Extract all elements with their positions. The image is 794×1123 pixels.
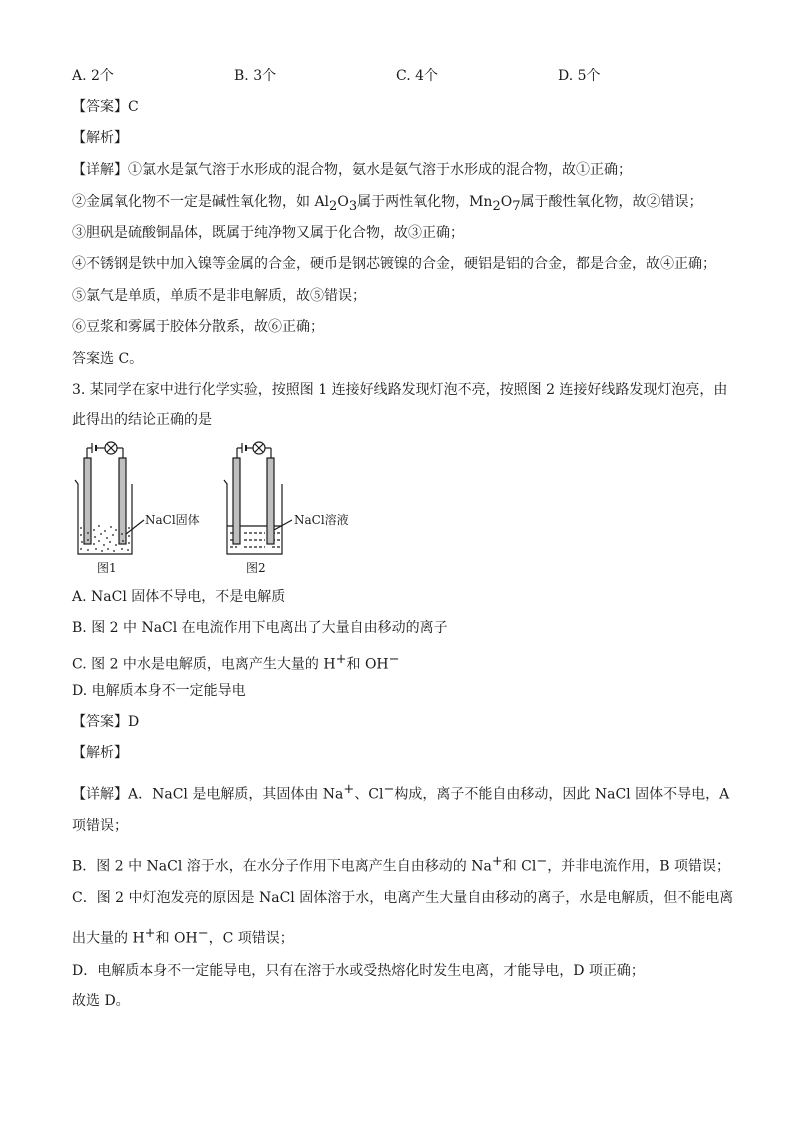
option-b: B. 3个: [234, 68, 277, 84]
text: C. 图 2 中水是电解质，电离产生大量的 H: [72, 656, 336, 673]
detail-line-4: ④不锈钢是铁中加入镍等金属的合金，硬币是钢芯镀镍的合金，硬铝是铝的合金，都是合金，故④正确；: [72, 256, 716, 272]
conclusion: 答案选 C。: [72, 351, 144, 367]
superscript: −: [383, 782, 395, 797]
detail-line-2: [72, 192, 703, 217]
text: ②金属氧化物不一定是碱性氧化物，如 Al: [72, 194, 330, 210]
choice-a: A. NaCl 固体不导电，不是电解质: [72, 589, 286, 605]
text: 属于两性氧化物，Mn: [357, 194, 493, 210]
text: ，并非电流作用，B 项错误；: [547, 858, 731, 875]
text: 和 Cl: [502, 858, 537, 875]
detail-line-1: [72, 160, 632, 180]
circuit-figure: [66, 434, 366, 578]
superscript: +: [335, 652, 347, 667]
detail-d: D．电解质本身不一定能导电，只有在溶于水或受热熔化时发生电离，才能导电，D 项正确；: [72, 963, 645, 979]
detail-c-line-1: C．图 2 中灯泡发亮的原因是 NaCl 固体溶于水，电离产生大量自由移动的离子，水是电解质，但不能电离: [72, 890, 734, 906]
fig2-label: NaCl溶液: [294, 513, 349, 527]
fig1-label: NaCl固体: [145, 513, 200, 527]
detail-tag: 【详解】: [72, 162, 128, 178]
text: 和 OH: [155, 930, 198, 947]
detail-line-6: ⑥豆浆和雾属于胶体分散系，故⑥正确；: [72, 319, 324, 335]
option-d: D. 5个: [558, 68, 601, 84]
detail-line-5: ⑤氯气是单质，单质不是非电解质，故⑤错误；: [72, 288, 366, 304]
subscript: 2: [329, 198, 338, 214]
text: O: [337, 194, 349, 210]
detail-line-3: ③胆矾是硫酸铜晶体，既属于纯净物又属于化合物，故③正确；: [72, 225, 464, 241]
answer-tag: 【答案】C: [72, 99, 139, 115]
circuit-diagram: [66, 434, 366, 578]
fig1-caption: 图1: [97, 561, 117, 575]
detail-text: ①氯水是氯气溶于水形成的混合物，氨水是氨气溶于水形成的混合物，故①正确；: [128, 162, 632, 178]
answer-tag: 【答案】D: [72, 714, 140, 730]
text: ，C 项错误；: [208, 930, 294, 947]
detail-b: [72, 852, 730, 877]
superscript: +: [144, 926, 156, 941]
analysis-tag: 【解析】: [72, 130, 128, 146]
subscript: 3: [348, 198, 358, 214]
detail-a-line-2: 项错误；: [72, 818, 128, 834]
detail-c-line-2: [72, 924, 294, 949]
superscript: +: [343, 782, 355, 797]
subscript: 2: [492, 198, 501, 214]
text: 、Cl: [354, 786, 384, 803]
text: 和 OH: [346, 656, 389, 673]
superscript: −: [536, 854, 548, 869]
analysis-tag: 【解析】: [72, 745, 128, 761]
text: 出大量的 H: [72, 930, 145, 947]
subscript: 7: [512, 198, 521, 214]
superscript: +: [491, 854, 503, 869]
text: O: [500, 194, 513, 210]
text: 构成，离子不能自由移动，因此 NaCl 固体不导电，A: [394, 786, 730, 803]
text: B．图 2 中 NaCl 溶于水，在水分子作用下电离产生自由移动的 Na: [72, 858, 492, 875]
question-stem: 3. 某同学在家中进行化学实验，按照图 1 连接好线路发现灯泡不亮，按照图 2 连接好线路发现灯泡亮，由: [72, 382, 728, 398]
final-conclusion: 故选 D。: [72, 993, 130, 1009]
option-c: C. 4个: [396, 68, 439, 84]
question-stem: 此得出的结论正确的是: [72, 412, 212, 428]
text: 属于酸性氧化物，故②错误；: [520, 194, 703, 210]
superscript: −: [197, 926, 209, 941]
choice-b: B. 图 2 中 NaCl 在电流作用下电离出了大量自由移动的离子: [72, 620, 448, 636]
superscript: −: [388, 652, 400, 667]
choice-c: [72, 650, 400, 675]
choice-d: D. 电解质本身不一定能导电: [72, 683, 246, 699]
detail-a-line-1: [72, 780, 729, 805]
figure-2: [224, 442, 292, 554]
option-a: A. 2个: [72, 68, 114, 84]
figure-1: [75, 442, 144, 554]
text: 【详解】A．NaCl 是电解质，其固体由 Na: [72, 786, 344, 803]
fig2-caption: 图2: [246, 561, 266, 575]
